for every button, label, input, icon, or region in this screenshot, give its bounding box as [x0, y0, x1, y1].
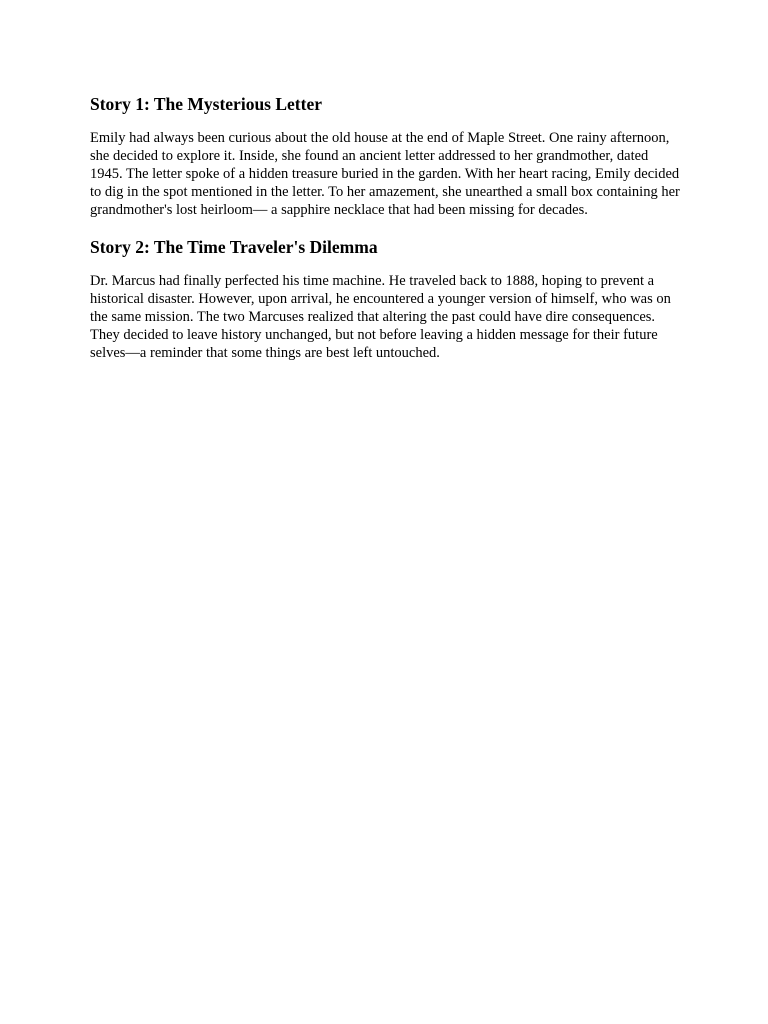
story-1 [90, 93, 680, 219]
story-1-title: Story 1: The Mysterious Letter [90, 94, 322, 114]
story-2 [90, 236, 680, 362]
story-2-body: Dr. Marcus had finally perfected his time machine. He traveled back to 1888, hoping to prevent a historical disaster. However, upon arrival, he encountered a younger version of himself, who was on the same mission. The two Marcuses realized that altering the past could have dire consequences. They decided to leave history unchanged, but not before leaving a hidden message for their future selves—a reminder that some things are best left untouched. [90, 273, 671, 361]
story-1-body: Emily had always been curious about the old house at the end of Maple Street. One rainy afternoon, she decided to explore it. Inside, she found an ancient letter addressed to her grandmother, dated 1945. The letter spoke of a hidden treasure buried in the garden. With her heart racing, Emily decided to dig in the spot mentioned in the letter. To her amazement, she unearthed a small box containing her grandmother's lost heirloom— a sapphire necklace that had been missing for decades. [90, 130, 680, 218]
story-2-title: Story 2: The Time Traveler's Dilemma [90, 237, 378, 257]
